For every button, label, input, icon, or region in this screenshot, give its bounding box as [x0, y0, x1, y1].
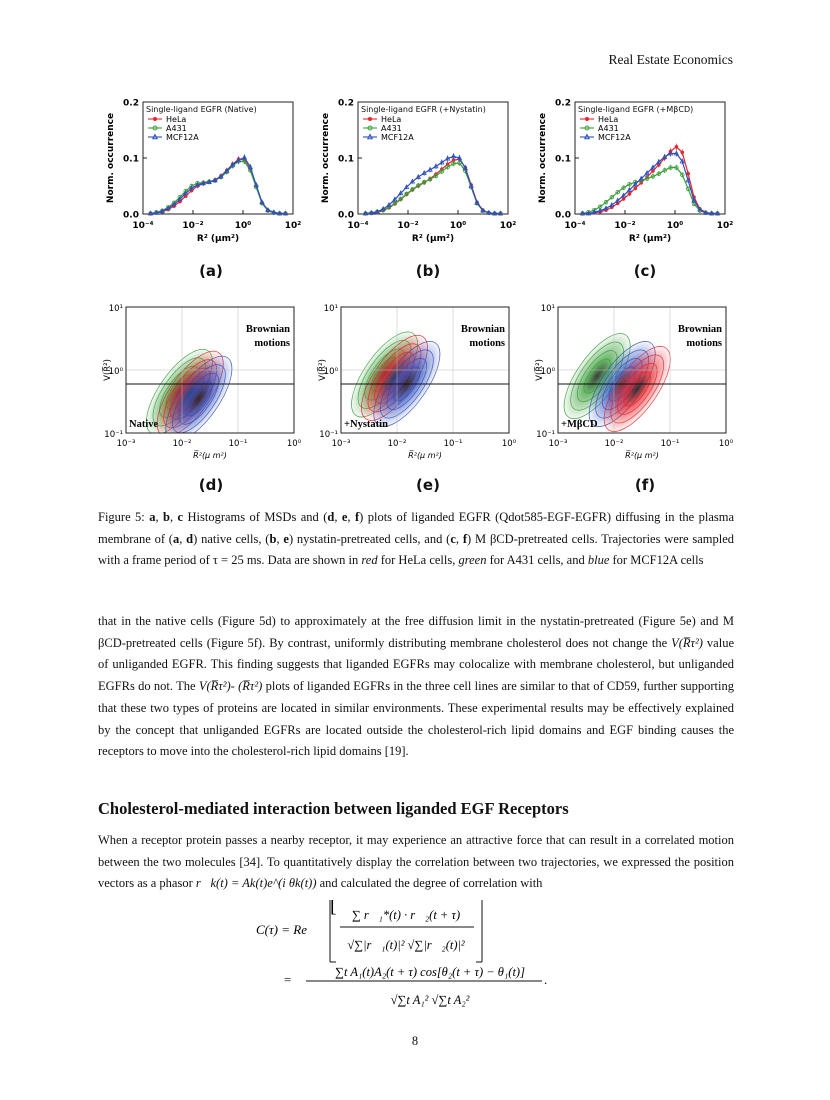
data-point	[634, 186, 638, 190]
y-tick-label: 0.0	[123, 210, 139, 221]
legend-marker	[585, 117, 589, 121]
y-tick-label: 0.2	[555, 98, 571, 109]
y-axis-label: V(R̅²)	[535, 359, 545, 381]
legend-label-HeLa: HeLa	[598, 115, 619, 124]
eq-denominator-1: √∑|r⃗₁(t)|² √∑|r⃗₂(t)|²	[347, 938, 465, 952]
contour-panel-e	[313, 295, 523, 470]
series-line-HeLa	[583, 147, 718, 214]
y-axis-label: Norm. occurrence	[321, 112, 331, 204]
x-tick-label: 10⁰	[666, 221, 684, 231]
subfigure-label-e: (e)	[416, 476, 440, 494]
plot-title: Single-ligand EGFR (Native)	[146, 105, 257, 114]
y-tick-label: 0.1	[338, 154, 354, 165]
x-tick-label: 10⁻³	[548, 439, 568, 449]
x-tick-label: 10⁻²	[182, 221, 204, 231]
condition-label: +MβCD	[561, 419, 598, 430]
x-tick-label: 10²	[499, 221, 517, 231]
legend-marker	[368, 117, 372, 121]
data-point	[622, 197, 626, 201]
x-tick-label: 10⁰	[501, 439, 517, 449]
annotation-motions: motions	[254, 338, 290, 349]
data-point	[680, 151, 684, 155]
subfigure-label-f: (f)	[634, 476, 656, 494]
annotation-motions: motions	[686, 338, 722, 349]
legend-label-MCF12A: MCF12A	[598, 133, 631, 142]
y-tick-label: 10⁻¹	[319, 430, 338, 440]
x-tick-label: 10⁻²	[614, 221, 636, 231]
x-axis-label: R² (µm²)	[411, 234, 455, 244]
y-tick-label: 0.1	[555, 154, 571, 165]
x-tick-label: 10⁻³	[331, 439, 351, 449]
condition-label: Native	[129, 419, 159, 430]
page-number: 8	[411, 1034, 419, 1048]
y-tick-label: 10⁰	[108, 367, 123, 377]
y-axis-label: Norm. occurrence	[538, 112, 548, 204]
subfigure-label-c: (c)	[633, 262, 657, 280]
running-header: Real Estate Economics	[608, 52, 733, 67]
subfigure-label-b: (b)	[415, 262, 441, 280]
contour-panel-f	[530, 295, 740, 470]
x-tick-label: 10⁻²	[604, 439, 624, 449]
x-tick-label: 10⁻¹	[443, 439, 463, 449]
legend-label-A431: A431	[381, 124, 402, 133]
legend-label-HeLa: HeLa	[166, 115, 187, 124]
legend-marker	[153, 117, 157, 121]
x-tick-label: 10⁻²	[397, 221, 419, 231]
y-tick-label: 10¹	[323, 304, 338, 314]
eq-period: .	[544, 972, 548, 987]
x-tick-label: 10⁻⁴	[564, 221, 586, 231]
x-tick-label: 10²	[716, 221, 734, 231]
x-tick-label: 10⁻²	[172, 439, 192, 449]
data-point	[675, 145, 679, 149]
annotation-motions: motions	[469, 338, 505, 349]
contour-area	[134, 339, 244, 451]
y-tick-label: 10⁰	[323, 367, 338, 377]
series-line-HeLa	[366, 159, 501, 213]
x-axis-label: R̅²(µ m²)	[408, 451, 442, 460]
x-tick-label: 10⁻¹	[660, 439, 680, 449]
histogram-panel-c	[530, 92, 735, 252]
y-tick-label: 10⁰	[540, 367, 555, 377]
x-tick-label: 10⁻⁴	[347, 221, 369, 231]
eq-numerator-1: ∑ r⃗₁*(t) · r⃗₂(t + τ)	[351, 908, 461, 922]
body-paragraph-1: that in the native cells (Figure 5d) to approximately at the free diffusion limit in the nystatin-pretreated (Figure 5e) and M βCD-pretreated cells (Figure 5f). By contrast, uniformly distributing membrane cholesterol does not change the V(R̅τ²) value of unliganded EGFR. This finding suggests that liganded EGFRs may colocalize with membrane cholesterol, but unliganded EGFRs do not. The V(R̅τ²)- (R̅τ²) plots of liganded EGFRs in the three cell lines are similar to that of CD59, further supporting that these two types of proteins are located in similar environments. These experimental results may be effectively explained by the concept that unliganded EGFRs are located outside the cholesterol-rich lipid domains and EGF binding causes the receptors to move into the cholesterol-rich lipid domains [19].	[98, 614, 734, 759]
annotation-brownian: Brownian	[245, 324, 290, 335]
x-tick-label: 10⁰	[234, 221, 252, 231]
figure-caption: Figure 5: a, b, c Histograms of MSDs and (d, e, f) plots of liganded EGFR (Qdot585-EGF-EGFR) diffusing in the plasma membrane of (a, d) native cells, (b, e) nystatin-pretreated cells, and (c, f) M βCD-pretreated cells. Trajectories were sampled with a frame period of τ = 25 ms. Data are shown in red for HeLa cells, green for A431 cells, and blue for MCF12A cells	[98, 510, 735, 567]
x-tick-label: 10⁻²	[387, 439, 407, 449]
legend-label-MCF12A: MCF12A	[381, 133, 414, 142]
subfigure-label-d: (d)	[198, 476, 224, 494]
annotation-brownian: Brownian	[677, 324, 722, 335]
y-tick-label: 0.0	[555, 210, 571, 221]
plot-title: Single-ligand EGFR (+MβCD)	[578, 105, 694, 114]
legend-label-A431: A431	[598, 124, 619, 133]
x-tick-label: 10⁰	[286, 439, 302, 449]
subfigure-label-a: (a)	[199, 262, 223, 280]
eq-equals: =	[284, 972, 292, 987]
data-point	[628, 192, 632, 196]
y-tick-label: 0.2	[338, 98, 354, 109]
y-tick-label: 10⁻¹	[536, 430, 555, 440]
x-tick-label: 10⁰	[718, 439, 734, 449]
x-axis-label: R̅²(µ m²)	[193, 451, 227, 460]
histogram-panel-a	[98, 92, 303, 252]
eq-numerator-2: ∑t A₁(t)A₂(t + τ) cos[θ₂(t + τ) − θ₁(t)]	[335, 965, 525, 979]
x-tick-label: 10⁻⁴	[132, 221, 154, 231]
y-tick-label: 0.1	[123, 154, 139, 165]
condition-label: +Nystatin	[344, 419, 388, 430]
x-axis-label: R² (µm²)	[628, 234, 672, 244]
annotation-brownian: Brownian	[460, 324, 505, 335]
x-tick-label: 10⁻¹	[228, 439, 248, 449]
x-axis-label: R² (µm²)	[196, 234, 240, 244]
y-axis-label: Norm. occurrence	[106, 112, 116, 204]
eq-lhs: C(τ) = Re	[256, 922, 307, 937]
section-heading: Cholesterol-mediated interaction between liganded EGF Receptors	[98, 799, 569, 818]
y-axis-label: V(R̅²)	[318, 359, 328, 381]
y-tick-label: 0.2	[123, 98, 139, 109]
y-tick-label: 0.0	[338, 210, 354, 221]
plot-title: Single-ligand EGFR (+Nystatin)	[361, 105, 486, 114]
y-tick-label: 10¹	[108, 304, 123, 314]
x-tick-label: 10⁻³	[116, 439, 136, 449]
y-tick-label: 10⁻¹	[104, 430, 123, 440]
contour-panel-d	[98, 295, 308, 470]
series-line-MCF12A	[366, 156, 501, 213]
body-paragraph-2: When a receptor protein passes a nearby receptor, it may experience an attractive force that can result in a correlated motion between the two molecules [34]. To quantitatively display the correlation between two trajectories, we expressed the position vectors as a phasor r⃗k(t) = Ak(t)e^(i θk(t)) and calculated the degree of correlation with	[98, 833, 734, 891]
histogram-panel-b	[313, 92, 518, 252]
y-axis-label: V(R̅²)	[103, 359, 113, 381]
legend-label-A431: A431	[166, 124, 187, 133]
eq-denominator-2: √∑t A₁² √∑t A₂²	[390, 993, 470, 1007]
legend-label-MCF12A: MCF12A	[166, 133, 199, 142]
x-tick-label: 10⁰	[449, 221, 467, 231]
correlation-equation	[246, 900, 666, 1020]
y-tick-label: 10¹	[540, 304, 555, 314]
eq-bracket-left: [	[330, 900, 337, 917]
legend-label-HeLa: HeLa	[381, 115, 402, 124]
x-tick-label: 10²	[284, 221, 302, 231]
x-axis-label: R̅²(µ m²)	[625, 451, 659, 460]
